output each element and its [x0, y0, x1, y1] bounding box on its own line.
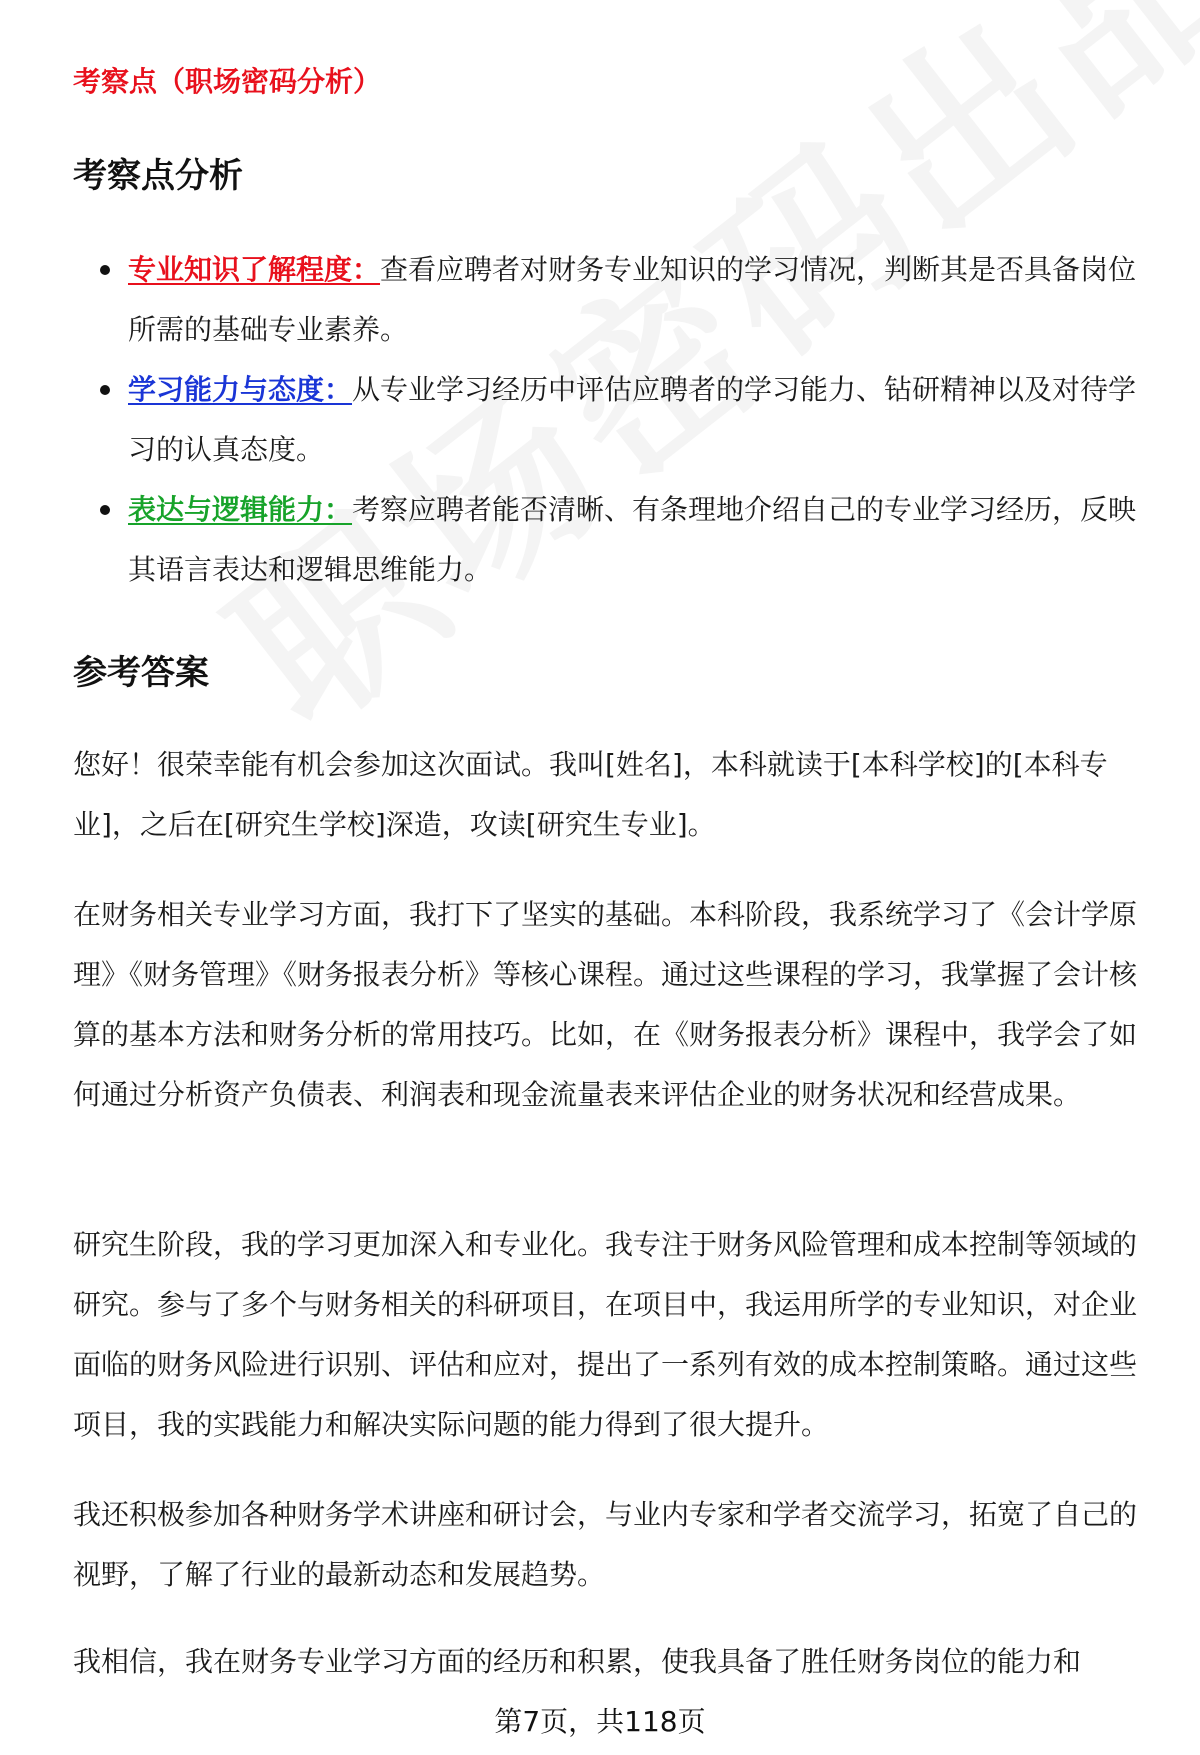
answer-paragraph: 我还积极参加各种财务学术讲座和研讨会，与业内专家和学者交流学习，拓宽了自己的视野，了解了行业的最新动态和发展趋势。 — [73, 1498, 1138, 1591]
bullet-keyword: 专业知识了解程度： — [128, 253, 381, 286]
bullet-text: 查看应聘者对财务专业知识的学习情况，判断其是否具备岗位所需的基础专业素养。 — [128, 253, 1137, 346]
page-number: 第7页，共118页 — [494, 1705, 706, 1738]
bullet-dot-icon — [100, 265, 110, 275]
answer-heading: 参考答案 — [73, 653, 209, 693]
bullet-dot-icon — [100, 385, 110, 395]
answer-paragraph: 您好！很荣幸能有机会参加这次面试。我叫[姓名]，本科就读于[本科学校]的[本科专业]，之后在[研究生学校]深造，攻读[研究生专业]。 — [73, 748, 1108, 841]
answer-paragraph: 研究生阶段，我的学习更加深入和专业化。我专注于财务风险管理和成本控制等领域的研究。参与了多个与财务相关的科研项目，在项目中，我运用所学的专业知识，对企业面临的财务风险进行识别、评估和应对，提出了一系列有效的成本控制策略。通过这些项目，我的实践能力和解决实际问题的能力得到了很大提升。 — [73, 1228, 1138, 1441]
analysis-bullet-list — [100, 240, 1150, 600]
bullet-keyword: 表达与逻辑能力： — [128, 493, 353, 526]
bullet-dot-icon — [100, 505, 110, 515]
answer-paragraph: 在财务相关专业学习方面，我打下了坚实的基础。本科阶段，我系统学习了《会计学原理》《财务管理》《财务报表分析》等核心课程。通过这些课程的学习，我掌握了会计核算的基本方法和财务分析的常用技巧。比如，在《财务报表分析》课程中，我学会了如何通过分析资产负债表、利润表和现金流量表来评估企业的财务状况和经营成果。 — [73, 898, 1138, 1111]
bullet-item — [100, 480, 1150, 600]
bullet-text: 考察应聘者能否清晰、有条理地介绍自己的专业学习经历，反映其语言表达和逻辑思维能力。 — [128, 493, 1137, 586]
bullet-item — [100, 360, 1150, 480]
bullet-keyword: 学习能力与态度： — [128, 373, 353, 406]
bullet-text: 从专业学习经历中评估应聘者的学习能力、钻研精神以及对待学习的认真态度。 — [128, 373, 1137, 466]
analysis-heading: 考察点分析 — [73, 156, 243, 196]
answer-paragraph: 我相信，我在财务专业学习方面的经历和积累，使我具备了胜任财务岗位的能力和 — [73, 1645, 1082, 1678]
section-tag: 考察点（职场密码分析） — [73, 65, 382, 98]
bullet-item — [100, 240, 1150, 360]
